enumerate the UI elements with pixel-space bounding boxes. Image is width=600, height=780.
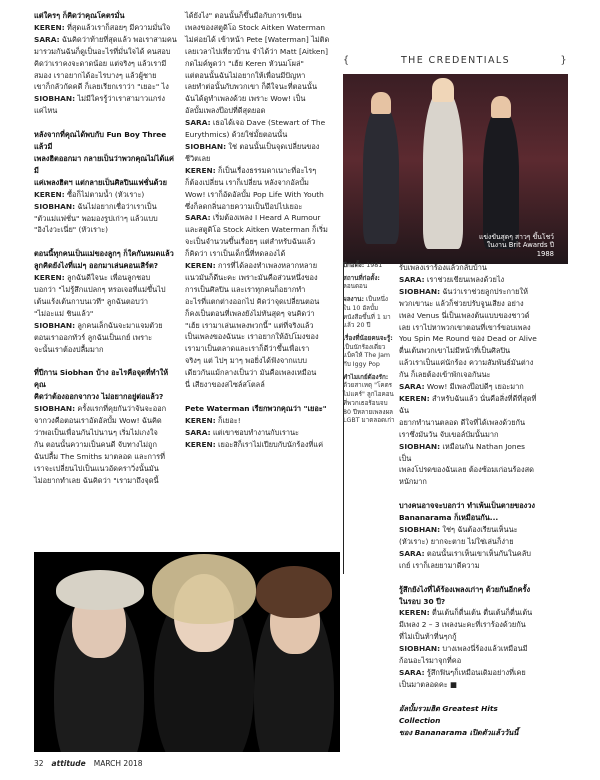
answer-line [34, 105, 177, 117]
speaker-name: SIOBHAN: [185, 141, 227, 151]
answer-line [34, 344, 177, 356]
line-text: มารวมกันฉันก็ดูเป็นอะไรที่มั่นใจได้ คนสอบ [34, 46, 171, 56]
line-text: แต่ใครๆ ก็คิดว่าคุณโคตรมั่น [34, 11, 125, 20]
line-text: ก็คิดว่า เราเป็นเด็กนี้ที่ทดลองได้ [185, 249, 286, 259]
line-text: ไม่ค่อยได้ เข้าหน้า Pete [Waterman] ไม่ติด [185, 34, 330, 44]
answer-line [185, 224, 333, 236]
page-footer [34, 759, 143, 768]
answer-line [399, 619, 539, 631]
line-text: เลยทำต่อนั้นกับพวกเขา ก็ดีใจนะที่ตอนนั้น [185, 82, 317, 92]
photo-caption: แข่งขันสุดๆ สาวๆ ขึ้นโชว์ ในงาน Brit Awards ปี 1988 [479, 232, 554, 258]
line-text: รับเพลงเราร้องแล้วกลับบ้าน [399, 263, 487, 272]
paragraph-gap [399, 488, 539, 500]
answer-line [185, 248, 333, 260]
question-line [399, 512, 539, 524]
answer-line [185, 343, 333, 355]
issue-date: MARCH 2018 [93, 759, 143, 768]
line-text: ที่ไม่เป็นท้าที่นๆกกู้ [399, 632, 457, 642]
line-text: ไม่มีใครรู้ว่าเราสามาวแกร่ง [75, 94, 165, 104]
credential-label: สถานที่ก่อตั้ง: [343, 274, 380, 282]
credential-value: 1981 [364, 262, 383, 269]
credentials-sidebar [343, 262, 395, 430]
line-text: สำหรับฉันแล้ว นั่นคือสิ่งที่ดีที่สุดที่ฉัน [399, 393, 537, 415]
answer-line [399, 607, 539, 619]
line-text: เราซึ่งมันวัน จับเขอล์บัมนั้นมาก [399, 429, 499, 439]
answer-line [34, 70, 177, 82]
answer-line [34, 201, 177, 213]
answer-line [34, 81, 177, 93]
credential-label: เรื่องที่น้อยคนจะรู้: [343, 334, 393, 342]
credential-value: เป็นนักร้องเดี่ยวแบ็คให้ The Jam กับ Iggy Pop [343, 343, 391, 369]
answer-line [399, 560, 539, 572]
page-number: 32 [34, 759, 44, 768]
line-text: หนักมาก [399, 477, 427, 487]
answer-line [399, 631, 539, 643]
line-text: มีเพลง 2 – 3 เพลงนะคะที่เราร้องด้วยกัน [399, 620, 526, 630]
speaker-name: KEREN: [185, 439, 216, 449]
line-text: เดียวกันแม้กลางเป็นว่า มันคือเพลงเหมือน [185, 368, 317, 378]
speaker-name: SIOBHAN: [399, 286, 441, 296]
credential-value: เป็นหนึ่งใน 10 อัลบั้มหนังสือขึ้นที่ 1 มาแล้ว 20 ปี [343, 296, 391, 330]
answer-line [185, 427, 333, 439]
answer-line [185, 46, 333, 58]
speaker-name: SARA: [185, 427, 211, 437]
question-line [34, 177, 177, 189]
answer-line [185, 284, 333, 296]
answer-line [185, 201, 333, 213]
question-line [34, 367, 177, 391]
line-text: แต่ตอนนั้นฉันไม่อยากให้เพื่อนมีปัญหา [185, 70, 306, 80]
answer-line [399, 322, 539, 334]
line-text: "เฮ้ย เรามาเล่นเพลงพวกนี้" แต่ที่จริงแล้ว [185, 320, 314, 330]
answer-line [185, 415, 333, 427]
album-note [399, 727, 539, 739]
line-text: บางเพลงนี่ร้องแล้วเหมือนมี [440, 644, 528, 654]
answer-line [185, 58, 333, 70]
line-text: คิดว่าเราคงจะดาดน้อย แต่จริงๆ แล้วเรามี [34, 58, 167, 68]
speaker-name: SIOBHAN: [34, 404, 76, 414]
answer-line [185, 379, 333, 391]
credential-label: ผลงาน: [343, 296, 364, 304]
answer-line [185, 141, 333, 153]
answer-line [185, 22, 333, 34]
line-text: จะเป็นจำนวนขึ้นเรื่อยๆ แต่สำหรับฉันแล้ว [185, 237, 316, 247]
answer-line [185, 272, 333, 284]
question-line [399, 596, 539, 608]
speaker-name: SARA: [185, 213, 211, 223]
answer-line [34, 463, 177, 475]
question-line [34, 248, 177, 260]
line-text: ได้ยังไง" ตอนนั้นก็ขึ้นมือกับการเขียน [185, 11, 302, 20]
answer-line [34, 58, 177, 70]
answer-line [34, 451, 177, 463]
answer-line [399, 655, 539, 667]
speaker-name: SARA: [34, 34, 60, 44]
answer-line [185, 189, 333, 201]
line-text: ก็เยอะ! [215, 415, 241, 425]
answer-line [34, 93, 177, 105]
line-text: แค่เพลงฮิตฯ แต่กลายเป็นศิลปินแฟชั่นด้วย [34, 177, 167, 187]
line-text: แนวมันก็ดีนะคะ เพราะมันคือส่วนหนึ่งของ [185, 272, 318, 282]
line-text: อยากทำนานตลอด ดีใจที่ได้เพลงด้วยกัน [399, 417, 526, 427]
credential-item [343, 262, 395, 271]
answer-line [399, 381, 539, 393]
answer-line [34, 34, 177, 46]
answer-line [185, 117, 333, 129]
line-text: ไม่อยากทำเลย ฉันคิดว่า "เรามาถึงจุดนี้ [34, 475, 159, 485]
speaker-name: KEREN: [399, 393, 430, 403]
question-line [34, 391, 177, 403]
credential-label: ทำไมเกย์ต้องรัก: [343, 373, 389, 381]
line-text: กัน ก็เลยต้องเข้าพักเจอกันนะ [399, 370, 491, 380]
answer-line [399, 536, 539, 548]
line-text: ตอนเราออกทัวร์ ลูกฉันเป็นเกย์ เพราะ [34, 332, 153, 342]
answer-line [399, 274, 539, 286]
speaker-name: SARA: [399, 668, 425, 677]
answer-line [399, 524, 539, 536]
line-text: อัลบั้มเพลงป๊อปที่ดีสุดยอด [185, 106, 266, 116]
paragraph-gap [34, 355, 177, 367]
answer-line [185, 93, 333, 105]
line-text: เกย์ เราก็เลยยามาดีความ [399, 560, 480, 570]
answer-line [399, 345, 539, 357]
line-text: ฉันว่าเราช่วยลูกประกายให้ [440, 286, 528, 296]
answer-line [185, 34, 333, 46]
answer-line [399, 441, 539, 465]
line-text: Pete Waterman เรียกพวกคุณว่า "เยอะ" [185, 404, 327, 413]
paragraph-gap [34, 117, 177, 129]
answer-line [34, 427, 177, 439]
line-text: ใช่ ตอนนั้นเป็นจุดเปลี่ยนของ [226, 141, 320, 151]
answer-line [185, 165, 333, 177]
speaker-name: KEREN: [399, 608, 430, 618]
question-line [34, 260, 177, 272]
line-text: ลูกฉันดีใจนะ เพื่อนลูกชอบ [64, 273, 151, 283]
line-text: Eurythmics) ด้วยใช่มั้ยตอนนั้น [185, 130, 288, 140]
line-text: เขาก็กลัวกัดคดี ก็เลยเรียกเราว่า "เยอะ" ไง [34, 82, 169, 92]
question-line [399, 584, 539, 596]
credentials-header [343, 50, 568, 70]
answer-line [399, 464, 539, 476]
answer-line [399, 429, 539, 441]
column-1 [34, 10, 177, 487]
speaker-name: SARA: [399, 274, 425, 284]
speaker-name: SARA: [399, 382, 425, 392]
question-line [34, 129, 177, 153]
line-text: แต่เขาชอบทำงานกับเรานะ [210, 427, 299, 437]
answer-line [34, 284, 177, 296]
speaker-name: SIOBHAN: [399, 644, 441, 654]
line-text: เพลงฮิตออกมา กลายเป็นว่าพวกคุณไม่ได้แค่มี [34, 153, 174, 175]
paragraph-gap [399, 572, 539, 584]
answer-line [185, 236, 333, 248]
line-text: นี่ เสียงาของสไซล์สโตลล์ [185, 380, 265, 390]
album-note [399, 703, 539, 727]
question-line [399, 500, 539, 512]
line-text: กดไมค์พูดว่า "เฮ้ย Keren หัวนมโผล่" [185, 58, 304, 68]
line-text: ลูกคนเล็กฉันจะมาแจมตัวย [75, 320, 163, 330]
line-text: อัลบั้มรวมฮิต Greatest Hits Collection [399, 703, 498, 725]
line-text: หลังจากที่คุณได้พบกับ Fun Boy Three แล้วมี [34, 130, 167, 152]
column-2 [185, 10, 333, 451]
line-text: เลยเวลาไปเที่ยวบ้าน จำได้ว่า Matt [Aitken] [185, 46, 328, 56]
answer-line [34, 22, 177, 34]
answer-line [399, 298, 539, 310]
line-text: ที่สุดแล้วเราก็สอยๆ มีความมั่นใจ [64, 22, 171, 32]
answer-line [185, 439, 333, 451]
answer-line [185, 129, 333, 141]
answer-line [399, 369, 539, 381]
column-4 [399, 262, 539, 739]
line-text: เราจะเปลี่ยนไปเป็นแนวอัดคราวิ่งนั้นมัน [34, 463, 159, 473]
line-text: ในรอบ 30 ปี? [399, 596, 446, 606]
paragraph-gap [399, 691, 539, 703]
answer-line [399, 393, 539, 417]
line-text: ชีวิตเลย [185, 153, 211, 163]
line-text: ตอนนี้ทุกคนเป็นแม่ของลูกๆ ก็ใคกันหมดแล้ว [34, 249, 174, 259]
line-text: แล้วเราเป็นแค่นักร้อง ความสัมพันธ์มันต่าง [399, 358, 534, 368]
question-line [34, 10, 177, 22]
answer-line [399, 548, 539, 560]
answer-line [34, 415, 177, 427]
line-text: Wow! มีเพลงป๊อปดีๆ เยอะมาก [424, 382, 524, 392]
speaker-name: KEREN: [34, 273, 65, 283]
line-text: "ไม่อะแม่ ชินแล้ว" [34, 308, 94, 318]
line-text: ซื้อก็ไม่ตามน้ำ (หัวเราะ) [64, 189, 145, 199]
line-text: Wow! เราก็อัดอัลบั้ม Pop Life With Youth [185, 189, 324, 199]
answer-line [185, 153, 333, 165]
line-text: แค่ไหน [34, 106, 58, 116]
speaker-name: SARA: [185, 118, 211, 128]
magazine-brand: attitude [51, 759, 86, 768]
line-text: เลย เราไปหาพวกเขาตอนที่เขาร์ขอบเพลง [399, 322, 531, 332]
answer-line [399, 286, 539, 298]
line-text: ของ Bananarama เปิดตัวแล้ววันนี้ [399, 727, 519, 737]
answer-line [185, 331, 333, 343]
line-text: ฉันได้ดูทำเพลงด้วย เพราะ Wow! เป็น [185, 94, 306, 104]
answer-line [399, 333, 539, 345]
speaker-name: SIOBHAN: [34, 201, 76, 211]
credential-value: ลอนดอน [343, 283, 368, 291]
line-text: เพลง Venus นี่เป็นเพลงต้นแบบของชาวด์ [399, 310, 530, 320]
paragraph-gap [34, 236, 177, 248]
speaker-name: KEREN: [185, 415, 216, 425]
answer-line [185, 367, 333, 379]
line-text: รู้สึกยังไงที่ได้ร้องเพลงเก่าๆ ด้วยกันอีกครั้ง [399, 584, 531, 594]
line-text: ฉันคิดว่าท้ายที่สุดแล้ว พอเราสามคน [59, 34, 177, 44]
line-text: ก็เป็นเรื่องธรรมดาเนาะที่อะไรๆ [215, 165, 317, 175]
line-text: ฉันปลื้ม The Smiths มาตลอด และการที่ [34, 451, 166, 461]
speaker-name: KEREN: [185, 261, 216, 271]
line-text: บางคนอาจจะบอกว่า ทำเพ้นเป็นตายของวง [399, 501, 536, 511]
line-text: Bananarama ก็เหมือนกัน... [399, 513, 499, 523]
answer-line [399, 357, 539, 369]
line-text: เยอะสิก็เราไม่เปียบกับนักร้องที่แค่ [215, 439, 324, 449]
line-text: ที่ปีกาน Siobhan บ้าง อะไรคือจุดที่ทำให้คุณ [34, 368, 169, 390]
line-text: เหมือนกัน Nathan Jones เป็น [399, 441, 526, 463]
line-text: เพลงของสตูดิโอ Stock Aitken Waterman [185, 22, 326, 32]
credential-item [343, 296, 395, 331]
answer-line [34, 332, 177, 344]
line-text: บอกว่า "ไม่รู้สึกแปลกๆ หรอเจอที่แม่ขึ้นไป [34, 285, 166, 295]
answer-line [185, 260, 333, 272]
line-text: และสตูดิโอ Stock Aitken Waterman ก็เริ่ม [185, 225, 328, 235]
line-text: เป็นมาตลอดคะ ■ [399, 679, 458, 689]
answer-line [185, 81, 333, 93]
line-text: "ตัวแม่แฟชั่น" พอมองรูปเก่าๆ แล้วแบบ [34, 213, 158, 223]
line-text: เต้นแร้งเต้นกาบนเวที" ลูกฉันตอบว่า [34, 296, 149, 306]
answer-line [34, 189, 177, 201]
line-text: สมอง เราอยากได้อะไรบางๆ แล้วผู้ชาย [34, 70, 157, 80]
answer-line [399, 679, 539, 691]
answer-line [399, 476, 539, 488]
speaker-name: KEREN: [185, 165, 216, 175]
line-text: พวกเขานะ แล้วก็ช่วยปรับจูนเสียง อย่าง [399, 298, 524, 308]
answer-line [185, 10, 333, 22]
credentials-title: THE CREDENTIALS [400, 54, 511, 66]
line-text: คิดว่าต้องออกจากวง ไม่อยากอยู่ต่อแล้ว? [34, 392, 164, 402]
line-text: "อิงไงวะเนี่ย" (หัวเราะ) [34, 225, 108, 235]
answer-line [34, 403, 177, 415]
answer-line [185, 212, 333, 224]
band-portrait [34, 552, 340, 752]
speaker-name: SIOBHAN: [399, 525, 441, 535]
answer-line [185, 296, 333, 308]
line-text: การเป็นศิลปิน และเราทุกคนก็อยากทำ [185, 284, 306, 294]
line-text: กัน ตอนนั้นความเป็นคนดี จับทางไม่ถูก [34, 439, 157, 449]
answer-line [399, 667, 539, 679]
line-text: ก้อนอะไรมาจุกที่คอ [399, 656, 462, 666]
line-text: ตอนนั้นเราเห็นเขาเห็นกันในคลับ [424, 548, 531, 558]
answer-line [185, 355, 333, 367]
speaker-name: SIOBHAN: [34, 320, 76, 330]
question-line [185, 403, 333, 415]
answer-line [399, 643, 539, 655]
credential-label: ปีก่อตั้ง: [343, 262, 365, 269]
brace-open: { [343, 54, 351, 66]
speaker-name: KEREN: [34, 22, 65, 32]
answer-line [34, 308, 177, 320]
answer-line [399, 417, 539, 429]
line-text: เธอได้เจอ Dave (Stewart of The [210, 118, 326, 128]
line-text: อะไรที่แตกต่างออกไป คิดว่าจุดเปลี่ยนตอน [185, 296, 320, 306]
line-text: ก็ต้องเปลี่ยน เราก็เปลี่ยน หลังจากอัลบั้ม [185, 177, 309, 187]
credential-item [343, 374, 395, 426]
line-text: จากวงคือตอนเราอัดอัลบั้ม Wow! ฉันคิด [34, 416, 162, 426]
answer-line [399, 262, 539, 274]
speaker-name: KEREN: [34, 189, 65, 199]
line-text: ลูกคิดยังไงที่แม่ๆ ออกมาเล่นคอนเสิร์ต? [34, 261, 159, 271]
answer-line [34, 224, 177, 236]
speaker-name: SARA: [399, 548, 425, 558]
question-line [34, 153, 177, 177]
brace-close: } [560, 54, 568, 66]
speaker-name: SIOBHAN: [34, 94, 76, 104]
line-text: ใช่ๆ ฉันต้องเรียนเห็นนะ [440, 525, 518, 535]
line-text: ว่าพอเป็นเพื่อนกันไปนานๆ เริ่มไม่เกงใจ [34, 428, 158, 437]
line-text: (หัวเราะ) ยากจะตาย ไม่ใช่เล่นก็ง่าย [399, 536, 514, 546]
concert-photo [343, 74, 568, 264]
line-text: เป็นเพลงของฉันนะ เราอยากให้อัปโมงของ [185, 332, 319, 342]
answer-line [185, 105, 333, 117]
line-text: เพลงโปรดของฉันเลย ต้องซ้อมเก่อนร้องสด [399, 465, 534, 475]
answer-line [34, 213, 177, 225]
answer-line [34, 475, 177, 487]
line-text: การที่ได้ลองทำเพลงหลากหลาย [215, 261, 318, 271]
answer-line [34, 439, 177, 451]
answer-line [185, 70, 333, 82]
answer-line [34, 46, 177, 58]
line-text: ครั้งแรกที่คุยกันว่าจันจะออก [75, 404, 167, 414]
line-text: จะนั้นเราต้องปลื้มมาก [34, 344, 104, 354]
line-text: ฉันไม่อยากเชื่อว่าเราเป็น [75, 201, 157, 211]
answer-line [34, 320, 177, 332]
line-text: ตื่นเต้นพวกเขาไม่มีหน้าที่เป็นศิลปิน [399, 346, 511, 356]
answer-line [34, 296, 177, 308]
answer-line [185, 320, 333, 332]
answer-line [185, 308, 333, 320]
line-text: เราช่วยเขียนเพลงด้วยไง [424, 274, 505, 284]
line-text: ก็คงเป็นตอนที่เพลงยังไม่ทันสุดๆ จนคิดว่า [185, 308, 315, 318]
answer-line [399, 310, 539, 322]
speaker-name: SIOBHAN: [399, 441, 441, 451]
line-text: รู้สึกฟินๆก็เหมือนเดิมอย่างที่เคย [424, 668, 526, 677]
credential-value: ด้วยสาเหตุ "โคตรไม่แคร์" ลูกไอคอนที่พวกเธอร้อนจบ 80 ปีหลายเพลงผล LGBT มาตลอดเก่า [343, 382, 395, 425]
credential-item [343, 275, 395, 292]
answer-line [34, 272, 177, 284]
line-text: ตื่นเต้นก็ตื่นเต้น ตื่นเต้นก็ตื่นเต้น [429, 608, 533, 618]
line-text: เริ่มต้องเพลง I Heard A Rumour [210, 213, 321, 223]
line-text: You Spin Me Round ของ Dead or Alive [399, 334, 537, 344]
credential-item [343, 335, 395, 370]
paragraph-gap [185, 391, 333, 403]
line-text: จริงๆ แต่ ไปๆ มาๆ พอยิ่งได้ฟังจากแบบ [185, 356, 307, 366]
answer-line [185, 177, 333, 189]
line-text: ซึ่งก็ลดกลิ่นอายความเป็นป๊อปไปเยอะ [185, 201, 303, 211]
line-text: เรามาเป็นตลาดและเราก็ดีว่าขึ้นเพื่อเรา [185, 344, 310, 354]
